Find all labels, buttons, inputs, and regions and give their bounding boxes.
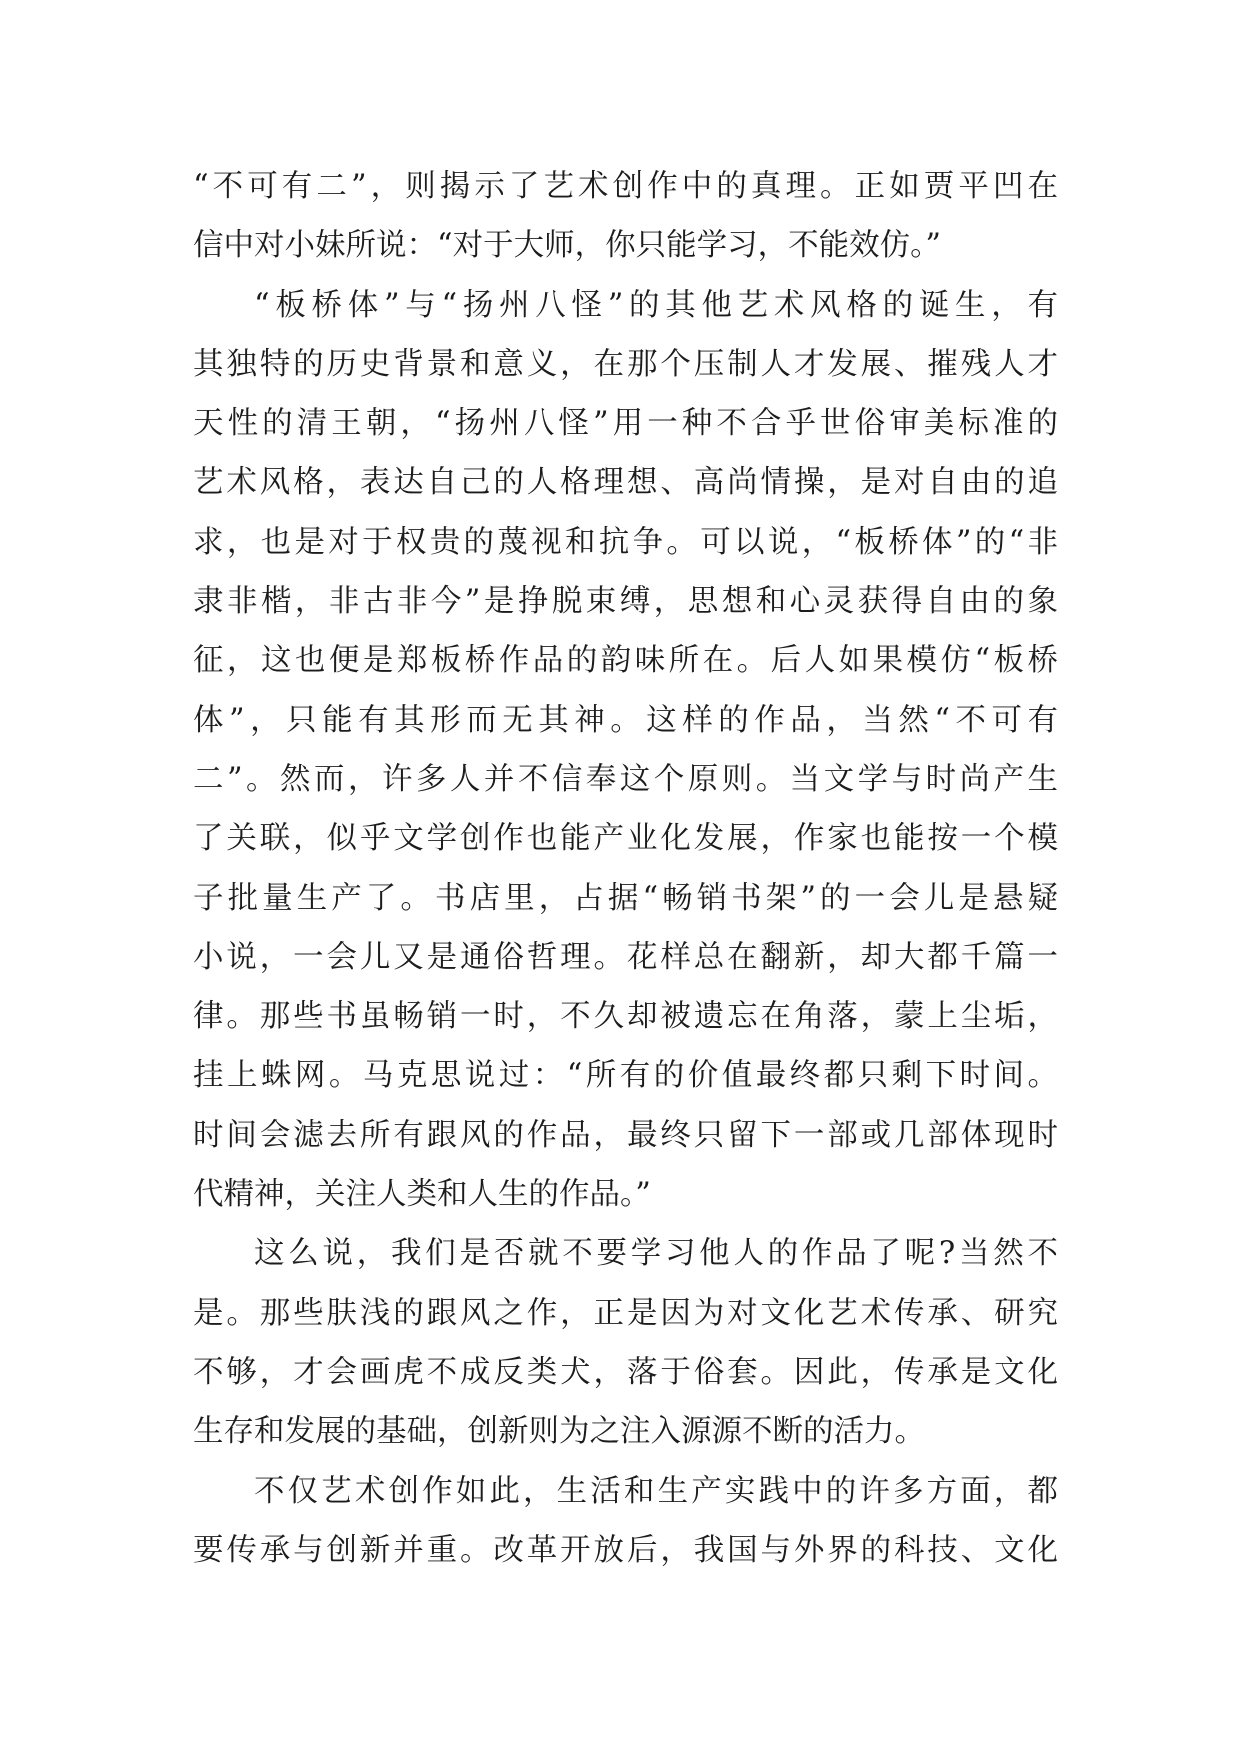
text-line: 子批量生产了。书店里，占据“畅销书架”的一会儿是悬疑 [193,880,1058,916]
text-line: 求，也是对于权贵的蔑视和抗争。可以说，“板桥体”的“非 [193,524,1058,560]
text-line: 了关联，似乎文学创作也能产业化发展，作家也能按一个模 [193,821,1058,857]
text-line: 天性的清王朝，“扬州八怪”用一种不合乎世俗审美标准的 [193,406,1058,442]
text-line: “不可有二”，则揭示了艺术创作中的真理。正如贾平凹在 [193,169,1058,204]
text-line: 艺术风格，表达自己的人格理想、高尚情操，是对自由的追 [193,465,1058,501]
text-line: 时间会滤去所有跟风的作品，最终只留下一部或几部体现时 [193,1117,1058,1153]
text-line: 不够，才会画虎不成反类犬，落于俗套。因此，传承是文化 [193,1354,1058,1390]
text-line: 要传承与创新并重。改革开放后，我国与外界的科技、文化 [193,1532,1058,1568]
text-line: 是。那些肤浅的跟风之作，正是因为对文化艺术传承、研究 [193,1295,1058,1331]
text-line: 代精神，关注人类和人生的作品。” [193,1177,651,1213]
text-line: 小说，一会儿又是通俗哲理。花样总在翻新，却大都千篇一 [193,939,1058,975]
text-line: 这么说，我们是否就不要学习他人的作品了呢?当然不 [254,1236,1058,1272]
text-line: 不仅艺术创作如此，生活和生产实践中的许多方面，都 [254,1473,1058,1509]
document-body [193,157,1058,1580]
text-line: 生存和发展的基础，创新则为之注入源源不断的活力。 [193,1414,925,1450]
text-line: 其独特的历史背景和意义，在那个压制人才发展、摧残人才 [193,346,1058,382]
text-line: 挂上蛛网。马克思说过：“所有的价值最终都只剩下时间。 [193,1058,1058,1094]
text-line: 信中对小妹所说：“对于大师，你只能学习，不能效仿。” [193,228,941,264]
text-line: 律。那些书虽畅销一时，不久却被遗忘在角落，蒙上尘垢， [193,999,1058,1035]
text-line: 二”。然而，许多人并不信奉这个原则。当文学与时尚产生 [193,761,1058,797]
text-line: 征，这也便是郑板桥作品的韵味所在。后人如果模仿“板桥 [193,643,1058,679]
text-line: “板桥体”与“扬州八怪”的其他艺术风格的诞生，有 [254,287,1058,323]
text-line: 隶非楷，非古非今”是挣脱束缚，思想和心灵获得自由的象 [193,584,1058,620]
text-line: 体”，只能有其形而无其神。这样的作品，当然“不可有 [193,702,1058,738]
